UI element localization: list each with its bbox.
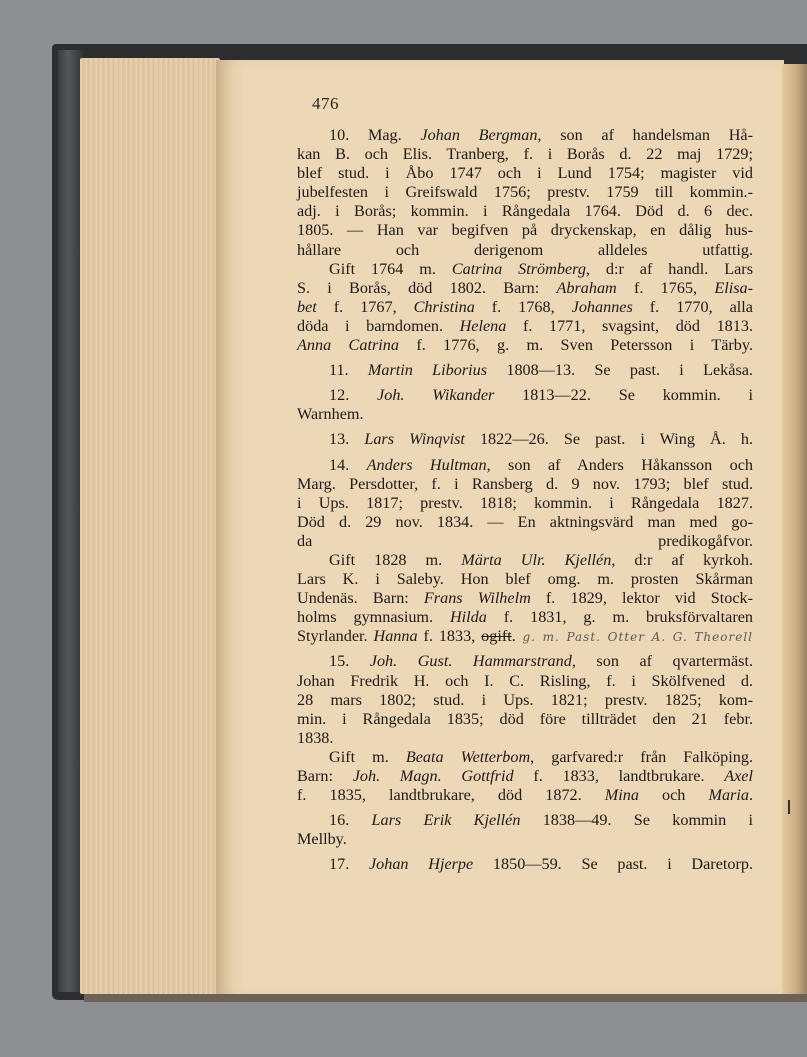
text-line: blef stud. i Åbo 1747 och i Lund 1754; magister vid <box>297 164 753 183</box>
text-line: Warnhem. <box>297 405 364 424</box>
text-line: bet f. 1767, Christina f. 1768, Johannes f. 1770, alla <box>297 297 753 316</box>
text-line: adj. i Borås; kommin. i Rångedala 1764. Död d. 6 dec. <box>297 202 753 221</box>
text-line: döda i barndomen. Helena f. 1771, svagsint, död 1813. <box>297 316 753 335</box>
text-line: 14. Anders Hultman, son af Anders Håkansson och <box>329 455 754 474</box>
page-stack-edge <box>80 58 220 994</box>
entry-17 <box>297 855 753 874</box>
text-line: jubelfesten i Greifswald 1756; prestv. 1759 till kommin.- <box>297 183 753 202</box>
text-line: 10. Mag. Johan Bergman, son af handelsman Hå- <box>329 126 753 144</box>
text-line: Anna Catrina f. 1776, g. m. Sven Petersson i Tärby. <box>297 336 753 355</box>
text-line: Styrlander. Hanna f. 1833, ogift. g. m. Past. Otter A. G. Theorell <box>297 627 753 646</box>
entry-15 <box>297 652 753 805</box>
text-line: 17. Johan Hjerpe 1850—59. Se past. i Daretorp. <box>329 855 753 874</box>
text-line: min. i Rångedala 1835; död före tillträdet den 21 febr. <box>297 709 753 728</box>
text-line: Gift m. Beata Wetterbom, garfvared:r från Falköping. <box>329 747 753 766</box>
page-text <box>297 126 753 874</box>
text-line: 12. Joh. Wikander 1813—22. Se kommin. i <box>329 386 754 405</box>
text-line: 1838. <box>297 728 334 747</box>
text-line: Lars K. i Saleby. Hon blef omg. m. prosten Skårman <box>297 570 753 589</box>
text-line: 13. Lars Winqvist 1822—26. Se past. i Wing Å. h. <box>329 430 753 449</box>
entry-10 <box>297 126 753 355</box>
text-line: Undenäs. Barn: Frans Wilhelm f. 1829, lektor vid Stock- <box>297 589 753 608</box>
right-page-edge <box>782 64 807 994</box>
text-line: Marg. Persdotter, f. i Ransberg d. 9 nov. 1793; blef stud. <box>297 474 753 493</box>
text-line: Barn: Joh. Magn. Gottfrid f. 1833, landtbrukare. Axel <box>297 767 753 785</box>
text-line: kan B. och Elis. Tranberg, f. i Borås d. 22 maj 1729; <box>297 145 753 164</box>
handwritten-annotation: g. m. Past. Otter A. G. Theorell <box>515 630 753 645</box>
text-line: 16. Lars Erik Kjellén 1838—49. Se kommin i <box>329 811 753 830</box>
text-line: S. i Borås, död 1802. Barn: Abraham f. 1765, Elisa- <box>297 278 754 297</box>
text-line: Gift 1828 m. Märta Ulr. Kjellén, d:r af kyrkoh. <box>329 550 753 569</box>
text-line: f. 1835, landtbrukare, död 1872. Mina och Maria. <box>297 786 753 805</box>
text-line: 1805. — Han var begifven på dryckenskap, en dålig hus- <box>297 221 753 240</box>
text-line: i Ups. 1817; prestv. 1818; kommin. i Rångedala 1827. <box>297 493 753 512</box>
text-line: holms gymnasium. Hilda f. 1831, g. m. bruksförvaltaren <box>297 608 753 627</box>
text-line: Mellby. <box>297 830 347 849</box>
margin-mark <box>788 800 790 814</box>
book-bottom-edge <box>84 994 807 1002</box>
text-line: Johan Fredrik H. och I. C. Risling, f. i Skölfvened d. <box>297 671 753 690</box>
entry-14 <box>297 456 753 647</box>
entry-13 <box>297 430 753 449</box>
text-line: hållare och derigenom alldeles utfattig. <box>297 240 753 259</box>
entry-12 <box>297 386 753 424</box>
text-line: da predikogåfvor. <box>297 531 753 550</box>
text-line: 11. Martin Liborius 1808—13. Se past. i Lekåsa. <box>329 361 753 380</box>
entry-16 <box>297 811 753 849</box>
text-line: Gift 1764 m. Catrina Strömberg, d:r af handl. Lars <box>329 259 753 278</box>
text-line: 28 mars 1802; stud. i Ups. 1821; prestv. 1825; kom- <box>297 690 753 709</box>
text-line: 15. Joh. Gust. Hammarstrand, son af qvartermäst. <box>329 652 754 671</box>
entry-11 <box>297 361 753 380</box>
page-number: 476 <box>312 94 339 113</box>
text-line: Död d. 29 nov. 1834. — En aktningsvärd man med go- <box>297 512 753 531</box>
